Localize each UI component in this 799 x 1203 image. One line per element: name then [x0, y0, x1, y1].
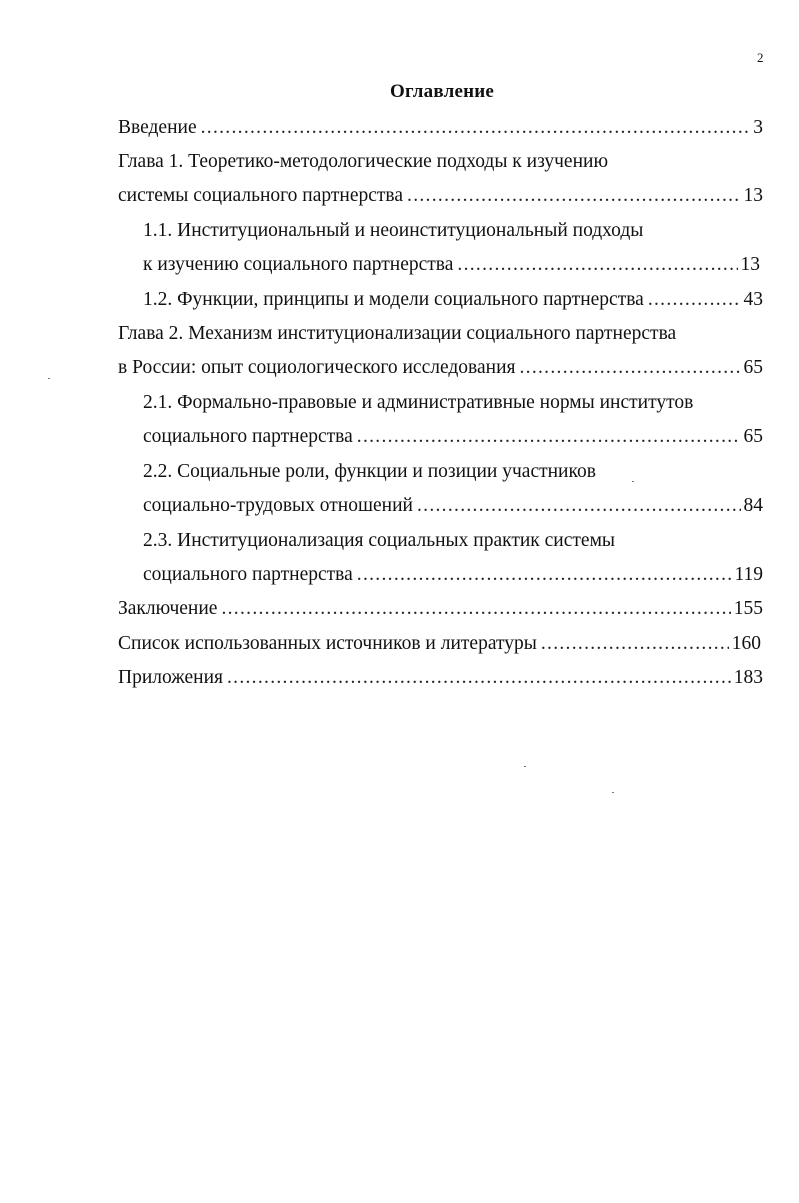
toc-entry-page: 65: [743, 426, 763, 447]
dot-leader: [227, 665, 731, 691]
page-title: Оглавление: [389, 81, 495, 102]
toc-entry-page: 84: [743, 495, 763, 516]
toc-entry-label: социального партнерства: [143, 564, 353, 585]
toc-entry-introduction[interactable]: [118, 115, 763, 141]
toc-entry-label: Приложения: [118, 667, 223, 688]
dot-leader: [519, 355, 740, 381]
dot-leader: [457, 252, 737, 278]
toc-entry-chapter-1[interactable]: [118, 183, 763, 209]
toc-entry-label: 1.2. Функции, принципы и модели социального партнерства: [143, 289, 644, 310]
toc-entry-label: в России: опыт социологического исследования: [118, 357, 516, 378]
toc-entry-section-2-3-line-1[interactable]: 2.3. Институционализация социальных практик системы: [143, 530, 616, 551]
toc-entry-section-2-1[interactable]: [143, 424, 763, 450]
dot-leader: [407, 183, 740, 209]
toc-entry-conclusion[interactable]: [118, 596, 763, 622]
toc-entry-label: к изучению социального партнерства: [143, 254, 454, 275]
toc-entry-page: 119: [734, 564, 763, 585]
toc-entry-section-1-1[interactable]: [143, 252, 760, 278]
toc-entry-page: 65: [743, 357, 763, 378]
dot-leader: [221, 596, 730, 622]
toc-entry-label: Введение: [118, 117, 197, 138]
scan-speck: [48, 378, 50, 379]
toc-entry-section-2-2-line-1[interactable]: 2.2. Социальные роли, функции и позиции участников: [143, 461, 596, 482]
scan-speck: [612, 792, 614, 793]
dot-leader: [541, 631, 729, 657]
toc-entry-page: 160: [731, 633, 761, 654]
toc-entry-page: 3: [753, 117, 763, 138]
toc-entry-page: 13: [743, 185, 763, 206]
dot-leader: [357, 424, 741, 450]
page-number: 2: [757, 50, 764, 65]
toc-entry-page: 183: [733, 667, 763, 688]
toc-entry-label: социального партнерства: [143, 426, 353, 447]
dot-leader: [417, 493, 741, 519]
toc-entry-section-1-1-line-1[interactable]: 1.1. Институциональный и неоинституциональный подходы: [143, 220, 644, 241]
scan-speck: [524, 766, 526, 767]
dot-leader: [201, 115, 751, 141]
toc-entry-chapter-2[interactable]: [118, 355, 763, 381]
toc-entry-appendix[interactable]: [118, 665, 763, 691]
dot-leader: [357, 562, 732, 588]
toc-entry-label: системы социального партнерства: [118, 185, 404, 206]
toc-entry-sources[interactable]: [118, 631, 761, 657]
toc-entry-page: 155: [733, 598, 763, 619]
toc-entry-section-2-1-line-1[interactable]: 2.1. Формально-правовые и административные нормы институтов: [143, 392, 694, 413]
toc-entry-label: социально-трудовых отношений: [143, 495, 413, 516]
toc-entry-chapter-1-line-1[interactable]: Глава 1. Теоретико-методологические подходы к изучению: [118, 151, 609, 172]
toc-entry-label: Заключение: [118, 598, 218, 619]
toc-entry-chapter-2-line-1[interactable]: Глава 2. Механизм институционализации социального партнерства: [118, 323, 677, 344]
toc-entry-section-2-3[interactable]: [143, 562, 763, 588]
scan-speck: [632, 481, 634, 482]
dot-leader: [648, 287, 741, 313]
toc-entry-page: 43: [743, 289, 763, 310]
toc-entry-section-1-2[interactable]: [143, 287, 763, 313]
toc-entry-page: 13: [740, 254, 760, 275]
toc-entry-label: Список использованных источников и литературы: [118, 633, 537, 654]
toc-entry-section-2-2[interactable]: [143, 493, 763, 519]
